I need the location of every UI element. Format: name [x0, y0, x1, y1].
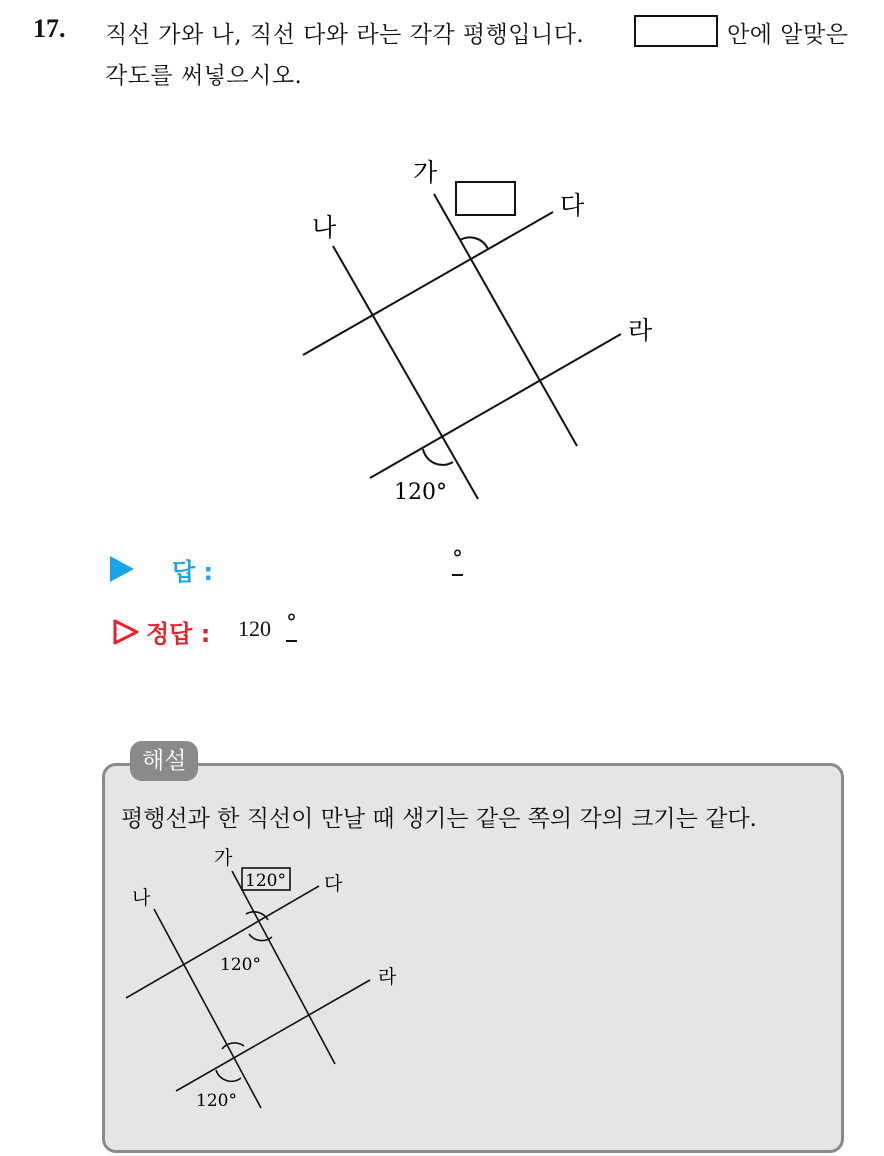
question-text-line1-suffix: 안에 알맞은 — [727, 22, 849, 48]
explanation-figure — [102, 840, 502, 1120]
label-na: 나 — [312, 213, 337, 242]
correct-arrow-icon — [112, 618, 140, 646]
label-da: 다 — [560, 191, 585, 220]
line-da — [303, 212, 553, 355]
expl-angle-middle: 120° — [220, 955, 261, 975]
answer-unit: ° — [452, 548, 463, 576]
expl-arc-bottom-lower — [216, 1070, 241, 1081]
explanation-text: 평행선과 한 직선이 만날 때 생기는 같은 쪽의 각의 크기는 같다. — [121, 806, 757, 832]
question-text-line2: 각도를 써넣으시오. — [105, 63, 303, 89]
expl-line-na — [154, 909, 261, 1108]
expl-angle-bottom: 120° — [196, 1091, 237, 1111]
correct-value: 120 — [238, 616, 271, 641]
question-number: 17. — [33, 14, 66, 43]
parallel-lines-figure — [0, 0, 884, 520]
answer-label: 답 : — [172, 558, 214, 586]
expl-arc-bottom-upper — [222, 1043, 244, 1049]
angle-label-given: 120° — [394, 480, 447, 505]
explanation-tag: 해설 — [130, 741, 198, 781]
expl-label-da: 다 — [324, 873, 343, 895]
expl-line-ra — [176, 980, 370, 1091]
question-text-line1: 직선 가와 나, 직선 다와 라는 각각 평행입니다. — [105, 22, 585, 48]
expl-label-na: 나 — [132, 887, 151, 909]
answer-arrow-icon — [110, 556, 134, 582]
expl-label-ga: 가 — [214, 847, 233, 869]
expl-boxed-angle: 120° — [245, 871, 286, 891]
angle-arc-bottom — [423, 449, 453, 465]
line-ga — [434, 194, 577, 446]
figure-blank-box — [456, 182, 515, 215]
expl-label-ra: 라 — [378, 966, 397, 988]
correct-label: 정답 : — [146, 620, 211, 648]
label-ra: 라 — [628, 316, 653, 345]
correct-unit: ° — [286, 612, 297, 642]
label-ga: 가 — [413, 158, 438, 187]
line-ra — [370, 334, 621, 478]
expl-arc-middle — [249, 934, 272, 941]
line-na — [333, 246, 478, 499]
